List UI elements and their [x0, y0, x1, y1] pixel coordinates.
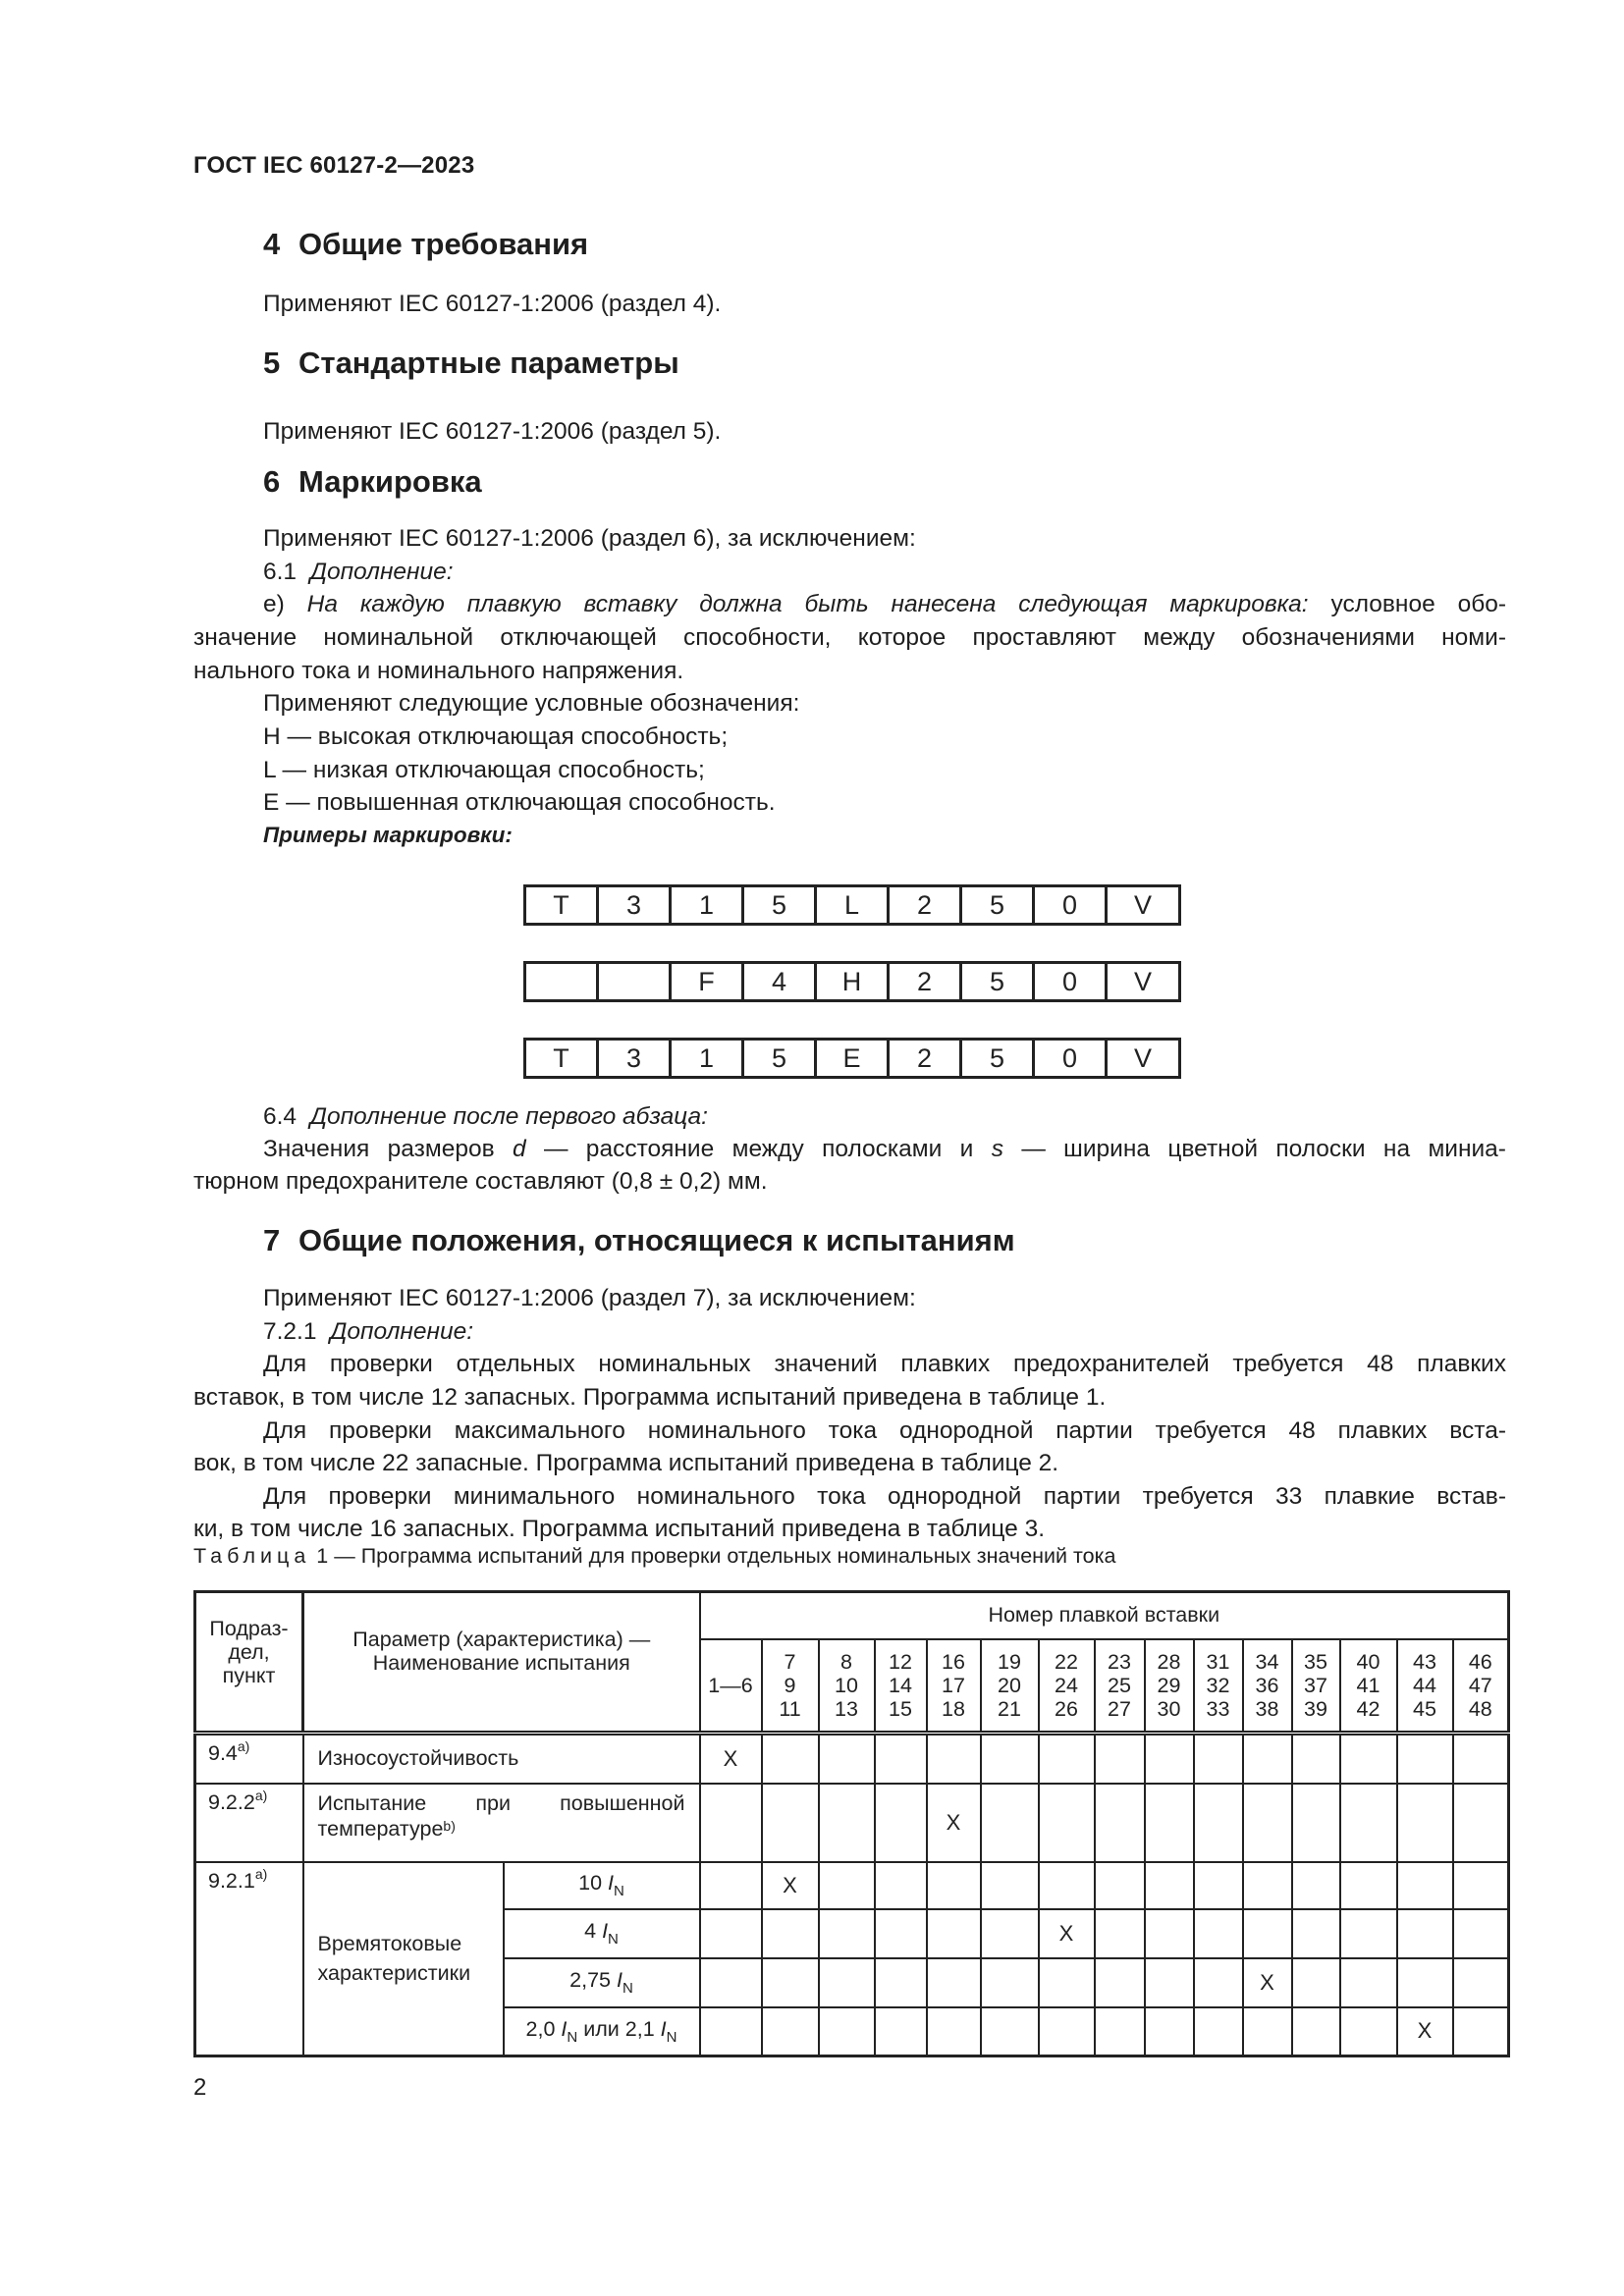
- symbols-intro: Применяют следующие условные обозначения:: [263, 690, 800, 717]
- test-cell: [1194, 1784, 1243, 1862]
- current-subscript: N: [623, 1980, 633, 1997]
- test-cell: [1243, 1909, 1292, 1958]
- test-cell: [875, 1862, 927, 1909]
- paragraph-line: Для проверки максимального номинального тока однородной партии требуется 48 плавких вста-: [263, 1417, 1506, 1444]
- marking-example: [523, 961, 1181, 1002]
- fuse-number: 7: [784, 1649, 796, 1674]
- header-line: дел,: [228, 1640, 270, 1664]
- test-cell: [981, 1958, 1039, 2007]
- marking-cell: 5: [744, 1041, 817, 1076]
- fuse-number-group: [1039, 1639, 1095, 1734]
- test-cell: [1039, 1958, 1095, 2007]
- table-row: [195, 1734, 1509, 1784]
- test-cell: X: [700, 1734, 762, 1784]
- test-cell: [762, 1784, 819, 1862]
- test-cell: [1095, 1958, 1145, 2007]
- fuse-number-group: [981, 1639, 1039, 1734]
- test-cell: [1340, 1862, 1397, 1909]
- fuse-number-group: [1243, 1639, 1292, 1734]
- test-cell: [927, 1734, 981, 1784]
- test-cell: [1453, 1909, 1509, 1958]
- section-5-body: Применяют IEC 60127-1:2006 (раздел 5).: [263, 418, 722, 445]
- test-cell: [1095, 1862, 1145, 1909]
- footnote-ref: a): [254, 1787, 268, 1803]
- current-subscript: N: [608, 1931, 619, 1948]
- test-cell: [1292, 1862, 1340, 1909]
- fuse-number: 11: [779, 1696, 801, 1721]
- fuse-number: 8: [840, 1649, 852, 1674]
- test-cell: [1039, 1784, 1095, 1862]
- marking-cell: 0: [1035, 1041, 1108, 1076]
- test-cell: [981, 1909, 1039, 1958]
- test-cell: [1397, 1958, 1453, 2007]
- marking-cell: E: [817, 1041, 890, 1076]
- test-cell: [1340, 1958, 1397, 2007]
- current-symbol: I: [608, 1871, 615, 1895]
- symbol-e: Е — повышенная отключающая способность.: [263, 789, 776, 816]
- fuse-number: 15: [889, 1696, 912, 1721]
- marking-cell: 2: [890, 887, 962, 923]
- clause-6-4-line-1: [263, 1133, 1506, 1166]
- marking-cell: 3: [599, 1041, 672, 1076]
- test-cell: [1194, 1734, 1243, 1784]
- fuse-number: 13: [835, 1696, 858, 1721]
- fuse-number-group: [1194, 1639, 1243, 1734]
- test-cell: [1194, 1909, 1243, 1958]
- fuse-number: 9: [784, 1673, 796, 1697]
- test-cell: [1340, 1734, 1397, 1784]
- marking-cell: T: [526, 887, 599, 923]
- test-name-text: Испытание при повышенной температуре: [317, 1790, 685, 1841]
- test-cell: [700, 2007, 762, 2056]
- page-number: 2: [193, 2074, 207, 2101]
- test-cell: [762, 1958, 819, 2007]
- section-ref-text: 9.2.2: [208, 1789, 255, 1814]
- test-cell: [1397, 1909, 1453, 1958]
- marking-cell: 0: [1035, 887, 1108, 923]
- test-cell: [981, 1862, 1039, 1909]
- test-cell: [1145, 1909, 1194, 1958]
- header-parameter: [303, 1592, 700, 1734]
- fuse-number: 48: [1468, 1696, 1492, 1721]
- test-cell: [1292, 1784, 1340, 1862]
- current-subscript: N: [567, 2028, 578, 2046]
- test-cell: [927, 1958, 981, 2007]
- fuse-number: 32: [1206, 1673, 1230, 1697]
- test-cell: [1397, 1734, 1453, 1784]
- test-cell: [700, 1862, 762, 1909]
- marking-cell: L: [817, 887, 890, 923]
- caption-label: Таблица: [193, 1544, 311, 1568]
- test-cell: [1292, 2007, 1340, 2056]
- fuse-number-group: [1095, 1639, 1145, 1734]
- test-cell: [700, 1958, 762, 2007]
- test-cell: [927, 1909, 981, 1958]
- test-cell: [700, 1784, 762, 1862]
- marking-cell: T: [526, 1041, 599, 1076]
- clause-label: Дополнение после первого абзаца:: [309, 1103, 708, 1130]
- test-cell: [762, 1734, 819, 1784]
- fuse-number: 18: [942, 1696, 965, 1721]
- section-ref: [195, 1784, 303, 1862]
- test-cell: [819, 2007, 875, 2056]
- current-multiplier: 2,0: [525, 2016, 556, 2041]
- footnote-ref: a): [237, 1738, 250, 1754]
- fuse-number: 19: [998, 1649, 1021, 1674]
- test-current: [504, 1862, 700, 1909]
- marking-cell: 1: [672, 887, 744, 923]
- current-subscript: N: [666, 2028, 677, 2046]
- fuse-number: 36: [1255, 1673, 1279, 1697]
- test-cell: [1453, 1734, 1509, 1784]
- section-ref: [195, 1734, 303, 1784]
- test-cell: X: [1039, 1909, 1095, 1958]
- marking-cell: V: [1133, 966, 1152, 996]
- text-fragment: Значения размеров: [263, 1136, 495, 1162]
- fuse-number: 30: [1157, 1696, 1181, 1721]
- fuse-number-group: [927, 1639, 981, 1734]
- test-cell: [700, 1909, 762, 1958]
- table-row: [195, 1784, 1509, 1862]
- fuse-number: 33: [1206, 1696, 1230, 1721]
- section-7-intro: Применяют IEC 60127-1:2006 (раздел 7), за исключением:: [263, 1285, 916, 1311]
- clause-6-4: [263, 1100, 708, 1134]
- item-prefix: е): [263, 591, 285, 617]
- test-current: [504, 1909, 700, 1958]
- current-multiplier: 10: [578, 1871, 603, 1895]
- test-cell: [1243, 1784, 1292, 1862]
- test-cell: [819, 1909, 875, 1958]
- fuse-number: 20: [998, 1673, 1021, 1697]
- fuse-number-group: [1453, 1639, 1509, 1734]
- test-cell: [1095, 1909, 1145, 1958]
- section-title: Общие положения, относящиеся к испытаниям: [298, 1223, 1015, 1257]
- section-number: 6: [263, 464, 281, 499]
- test-cell: [875, 1784, 927, 1862]
- current-multiplier: 2,75: [569, 1968, 612, 1992]
- test-cell: [875, 2007, 927, 2056]
- section-ref-text: 9.4: [208, 1741, 238, 1765]
- section-title: Маркировка: [298, 464, 482, 499]
- section-title: Стандартные параметры: [298, 346, 679, 380]
- test-cell: [875, 1958, 927, 2007]
- marking-cell: H: [817, 964, 890, 999]
- fuse-number: 44: [1413, 1673, 1436, 1697]
- fuse-number: 16: [942, 1649, 965, 1674]
- footnote-ref: b): [443, 1817, 456, 1834]
- marking-cell: 3: [599, 887, 672, 923]
- marking-cell: F: [672, 964, 744, 999]
- marking-cell: [599, 964, 672, 999]
- test-cell: [1095, 1734, 1145, 1784]
- test-cell: [1292, 1958, 1340, 2007]
- test-cell: [1397, 1784, 1453, 1862]
- paragraph-line: Для проверки отдельных номинальных значений плавких предохранителей требуется 48 плавких: [263, 1351, 1506, 1377]
- test-cell: [1340, 2007, 1397, 2056]
- section-ref-text: 9.2.1: [208, 1868, 255, 1893]
- test-cell: [1340, 1784, 1397, 1862]
- paragraph-line: вставок, в том числе 12 запасных. Программа испытаний приведена в таблице 1.: [193, 1384, 1107, 1411]
- test-cell: [1292, 1734, 1340, 1784]
- test-cell: [1243, 1862, 1292, 1909]
- item-e-line-3: нального тока и номинального напряжения.: [193, 658, 684, 684]
- fuse-number: 12: [889, 1649, 912, 1674]
- footnote-ref: a): [254, 1865, 268, 1882]
- fuse-number: 47: [1468, 1673, 1492, 1697]
- fuse-number-group: [700, 1639, 762, 1734]
- header-line: Параметр (характеристика) —: [352, 1628, 651, 1651]
- current-symbol: I: [660, 2016, 667, 2041]
- section-4-heading: [263, 227, 588, 262]
- test-cell: [927, 1862, 981, 1909]
- test-cell: [1095, 2007, 1145, 2056]
- marking-cell: V: [1133, 889, 1152, 920]
- fuse-number: 38: [1255, 1696, 1279, 1721]
- test-cell: [1145, 1784, 1194, 1862]
- item-emphasis: На каждую плавкую вставку должна быть нанесена следующая маркировка:: [306, 591, 1309, 617]
- current-symbol: I: [602, 1919, 609, 1943]
- fuse-number-group: [762, 1639, 819, 1734]
- marking-cell: 0: [1035, 964, 1108, 999]
- marking-cell: 5: [744, 887, 817, 923]
- test-cell: [1145, 2007, 1194, 2056]
- text-fragment: — ширина цветной полоски на миниа-: [1021, 1136, 1506, 1162]
- fuse-number-group: [819, 1639, 875, 1734]
- fuse-number: 43: [1413, 1649, 1436, 1674]
- item-text: условное обо-: [1330, 591, 1507, 617]
- test-cell: [1145, 1958, 1194, 2007]
- test-current: [504, 1958, 700, 2007]
- current-subscript: N: [614, 1883, 624, 1899]
- test-cell: [1453, 1784, 1509, 1862]
- fuse-number: 23: [1108, 1649, 1131, 1674]
- marking-cell: [526, 964, 599, 999]
- symbol-l: L — низкая отключающая способность;: [263, 757, 705, 783]
- test-cell: [762, 2007, 819, 2056]
- fuse-number: 35: [1304, 1649, 1327, 1674]
- fuse-number: 22: [1055, 1649, 1078, 1674]
- test-cell: [762, 1909, 819, 1958]
- test-cell: [981, 2007, 1039, 2056]
- test-cell: [1397, 1862, 1453, 1909]
- fuse-number: 25: [1108, 1673, 1131, 1697]
- symbol-h: Н — высокая отключающая способность;: [263, 723, 729, 750]
- clause-6-1: [263, 556, 454, 589]
- fuse-number: 41: [1356, 1673, 1380, 1697]
- fuse-number: 29: [1157, 1673, 1181, 1697]
- test-cell: [1292, 1909, 1340, 1958]
- marking-cell: 5: [962, 1041, 1035, 1076]
- test-cell: [927, 2007, 981, 2056]
- fuse-number: 34: [1255, 1649, 1279, 1674]
- test-cell: [1243, 2007, 1292, 2056]
- fuse-number: 40: [1356, 1649, 1380, 1674]
- test-cell: X: [1243, 1958, 1292, 2007]
- fuse-number: 21: [998, 1696, 1021, 1721]
- fuse-number: 42: [1356, 1696, 1380, 1721]
- section-number: 7: [263, 1223, 281, 1257]
- fuse-number: 37: [1304, 1673, 1327, 1697]
- marking-cell: 4: [744, 964, 817, 999]
- test-cell: [819, 1784, 875, 1862]
- fuse-number-group: [875, 1639, 927, 1734]
- section-6-intro: Применяют IEC 60127-1:2006 (раздел 6), за исключением:: [263, 525, 916, 552]
- clause-number: 7.2.1: [263, 1318, 317, 1345]
- fuse-number: 10: [835, 1673, 858, 1697]
- section-ref: [195, 1862, 303, 2056]
- test-cell: [981, 1734, 1039, 1784]
- fuse-number-group: [1340, 1639, 1397, 1734]
- test-cell: [1453, 1958, 1509, 2007]
- table-row: [195, 1862, 1509, 1909]
- test-cell: [1039, 2007, 1095, 2056]
- section-6-heading: [263, 464, 482, 500]
- marking-cell: 2: [890, 1041, 962, 1076]
- clause-label: Дополнение:: [330, 1318, 474, 1345]
- test-cell: [1453, 2007, 1509, 2056]
- header-line: Подраз-: [209, 1617, 289, 1640]
- current-alternative: или 2,1: [583, 2016, 655, 2041]
- fuse-number: 17: [942, 1673, 965, 1697]
- text-fragment: — расстояние между полосками и: [543, 1136, 974, 1162]
- section-5-heading: [263, 346, 679, 381]
- fuse-number: 46: [1468, 1649, 1492, 1674]
- paragraph-line: Для проверки минимального номинального тока однородной партии требуется 33 плавкие встав-: [263, 1483, 1506, 1510]
- fuse-number: 14: [889, 1673, 912, 1697]
- test-cell: [1145, 1862, 1194, 1909]
- clause-6-4-line-2: тюрном предохранителе составляют (0,8 ± 0,2) мм.: [193, 1168, 768, 1195]
- clause-number: 6.4: [263, 1103, 298, 1130]
- marking-cell: 2: [890, 964, 962, 999]
- clause-number: 6.1: [263, 559, 298, 585]
- caption-text: 1 — Программа испытаний для проверки отдельных номинальных значений тока: [316, 1544, 1116, 1568]
- test-cell: [1095, 1784, 1145, 1862]
- section-4-body: Применяют IEC 60127-1:2006 (раздел 4).: [263, 291, 722, 317]
- test-cell: [1340, 1909, 1397, 1958]
- marking-cell: V: [1133, 1042, 1152, 1073]
- test-name: Износоустойчивость: [303, 1734, 700, 1784]
- fuse-number: 1—6: [708, 1673, 753, 1697]
- test-cell: [1039, 1734, 1095, 1784]
- item-e-line-1: [263, 588, 1506, 621]
- fuse-number: 31: [1206, 1649, 1230, 1674]
- paragraph-line: вок, в том числе 22 запасные. Программа испытаний приведена в таблице 2.: [193, 1450, 1059, 1476]
- section-number: 5: [263, 346, 281, 380]
- fuse-number: 26: [1055, 1696, 1078, 1721]
- test-name: [303, 1784, 700, 1862]
- marking-cell: 5: [962, 887, 1035, 923]
- fuse-number-group: [1397, 1639, 1453, 1734]
- current-symbol: I: [617, 1968, 623, 1992]
- symbol-s: s: [991, 1136, 1003, 1162]
- test-cell: [1194, 1862, 1243, 1909]
- test-cell: [1145, 1734, 1194, 1784]
- test-cell: [819, 1958, 875, 2007]
- test-cell: [819, 1862, 875, 1909]
- test-cell: X: [762, 1862, 819, 1909]
- header-section: [195, 1592, 303, 1734]
- document-designation: ГОСТ IEC 60127-2—2023: [193, 152, 475, 179]
- test-cell: [875, 1909, 927, 1958]
- clause-label: Дополнение:: [309, 559, 454, 585]
- fuse-number: 27: [1108, 1696, 1131, 1721]
- test-cell: [875, 1734, 927, 1784]
- fuse-number: 39: [1304, 1696, 1327, 1721]
- fuse-number: 24: [1055, 1673, 1078, 1697]
- fuse-number: 45: [1413, 1696, 1436, 1721]
- header-line: пункт: [222, 1664, 276, 1687]
- marking-example: [523, 1038, 1181, 1079]
- marking-example: [523, 884, 1181, 926]
- test-cell: X: [927, 1784, 981, 1862]
- test-current: [504, 2007, 700, 2056]
- header-line: Наименование испытания: [372, 1651, 630, 1675]
- test-cell: [1453, 1862, 1509, 1909]
- header-fuse-number: Номер плавкой вставки: [700, 1592, 1509, 1639]
- examples-label: Примеры маркировки:: [263, 823, 513, 847]
- symbol-d: d: [512, 1136, 526, 1162]
- fuse-number: 28: [1157, 1649, 1181, 1674]
- section-number: 4: [263, 227, 281, 261]
- paragraph-line: ки, в том числе 16 запасных. Программа испытаний приведена в таблице 3.: [193, 1516, 1046, 1542]
- marking-cell: 1: [672, 1041, 744, 1076]
- test-cell: [819, 1734, 875, 1784]
- test-cell: [981, 1784, 1039, 1862]
- fuse-number-group: [1292, 1639, 1340, 1734]
- test-cell: [1039, 1862, 1095, 1909]
- item-e-line-2: значение номинальной отключающей способности, которое проставляют между обозначениями номи-: [193, 624, 1506, 651]
- current-multiplier: 4: [584, 1919, 597, 1943]
- test-program-table: [193, 1590, 1510, 2057]
- section-7-heading: [263, 1223, 1015, 1258]
- test-cell: X: [1397, 2007, 1453, 2056]
- test-cell: [1194, 1958, 1243, 2007]
- fuse-number-group: [1145, 1639, 1194, 1734]
- clause-7-2-1: [263, 1315, 473, 1349]
- marking-cell: 5: [962, 964, 1035, 999]
- test-cell: [1243, 1734, 1292, 1784]
- test-name: Времятоковые характеристики: [303, 1862, 504, 2056]
- section-title: Общие требования: [298, 227, 589, 261]
- current-symbol: I: [561, 2016, 568, 2041]
- table-caption: [193, 1544, 1115, 1569]
- test-cell: [1194, 2007, 1243, 2056]
